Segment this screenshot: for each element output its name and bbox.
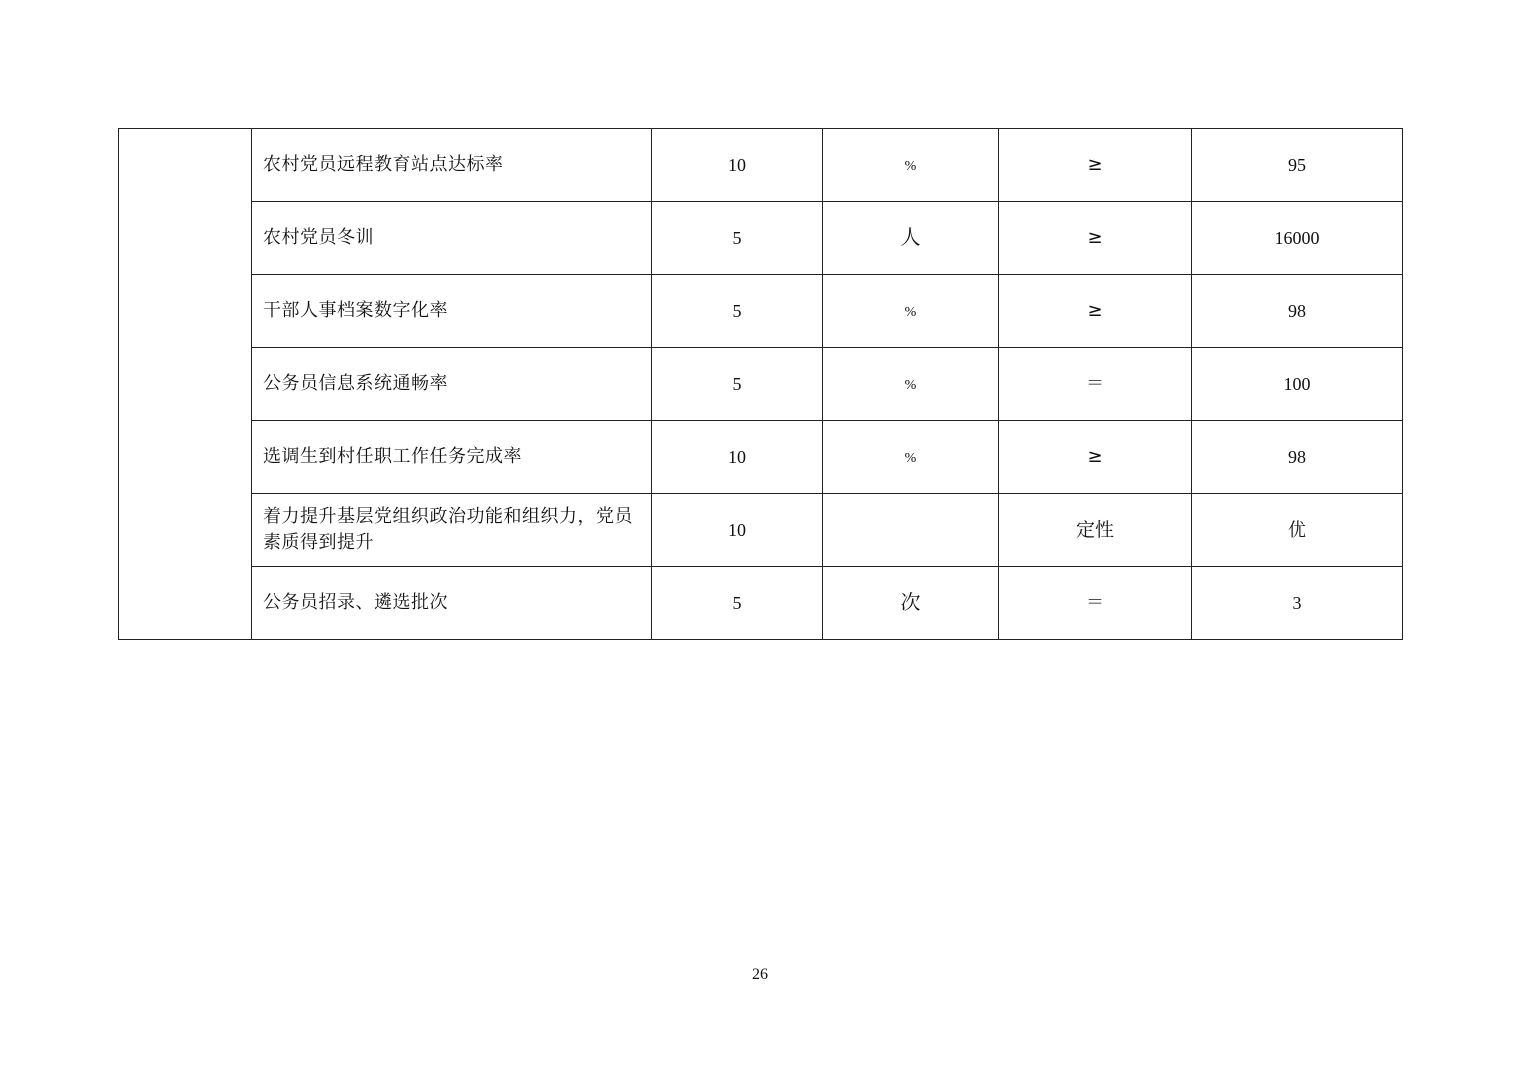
table-row <box>119 494 1403 567</box>
unit-text: 次 <box>900 592 921 614</box>
table-row <box>119 129 1403 202</box>
unit-text: % <box>904 377 917 393</box>
indicator-table <box>118 128 1403 640</box>
unit-text: % <box>904 158 917 174</box>
indicator-score: 10 <box>652 421 823 494</box>
indicator-name: 选调生到村任职工作任务完成率 <box>252 421 652 494</box>
indicator-score: 5 <box>652 275 823 348</box>
indicator-operator: ≥ <box>999 421 1192 494</box>
indicator-operator: ≥ <box>999 202 1192 275</box>
indicator-operator: ＝ <box>999 567 1192 640</box>
indicator-name: 公务员信息系统通畅率 <box>252 348 652 421</box>
unit-text: 人 <box>900 227 921 249</box>
indicator-operator: 定性 <box>999 494 1192 567</box>
indicator-name: 农村党员冬训 <box>252 202 652 275</box>
indicator-name: 农村党员远程教育站点达标率 <box>252 129 652 202</box>
indicator-target: 95 <box>1192 129 1403 202</box>
indicator-unit <box>823 129 999 202</box>
indicator-unit <box>823 567 999 640</box>
indicator-operator: ≥ <box>999 129 1192 202</box>
indicator-score: 10 <box>652 129 823 202</box>
table-row <box>119 348 1403 421</box>
indicator-name: 着力提升基层党组织政治功能和组织力，党员素质得到提升 <box>252 494 652 567</box>
indicator-target: 98 <box>1192 275 1403 348</box>
indicator-target: 3 <box>1192 567 1403 640</box>
category-cell-empty <box>119 129 252 640</box>
table-row <box>119 275 1403 348</box>
indicator-unit <box>823 348 999 421</box>
indicator-target: 16000 <box>1192 202 1403 275</box>
unit-text: % <box>904 304 917 320</box>
indicator-score: 5 <box>652 202 823 275</box>
table-row <box>119 202 1403 275</box>
indicator-name: 公务员招录、遴选批次 <box>252 567 652 640</box>
table-row <box>119 567 1403 640</box>
table-row <box>119 421 1403 494</box>
indicator-name: 干部人事档案数字化率 <box>252 275 652 348</box>
indicator-score: 5 <box>652 348 823 421</box>
unit-text: % <box>904 450 917 466</box>
indicator-unit <box>823 202 999 275</box>
indicator-operator: ＝ <box>999 348 1192 421</box>
indicator-operator: ≥ <box>999 275 1192 348</box>
page-number: 26 <box>752 966 768 983</box>
indicator-target: 100 <box>1192 348 1403 421</box>
indicator-unit <box>823 275 999 348</box>
indicator-unit <box>823 421 999 494</box>
indicator-target: 优 <box>1192 494 1403 567</box>
indicator-unit <box>823 494 999 567</box>
indicator-target: 98 <box>1192 421 1403 494</box>
indicator-score: 10 <box>652 494 823 567</box>
indicator-score: 5 <box>652 567 823 640</box>
